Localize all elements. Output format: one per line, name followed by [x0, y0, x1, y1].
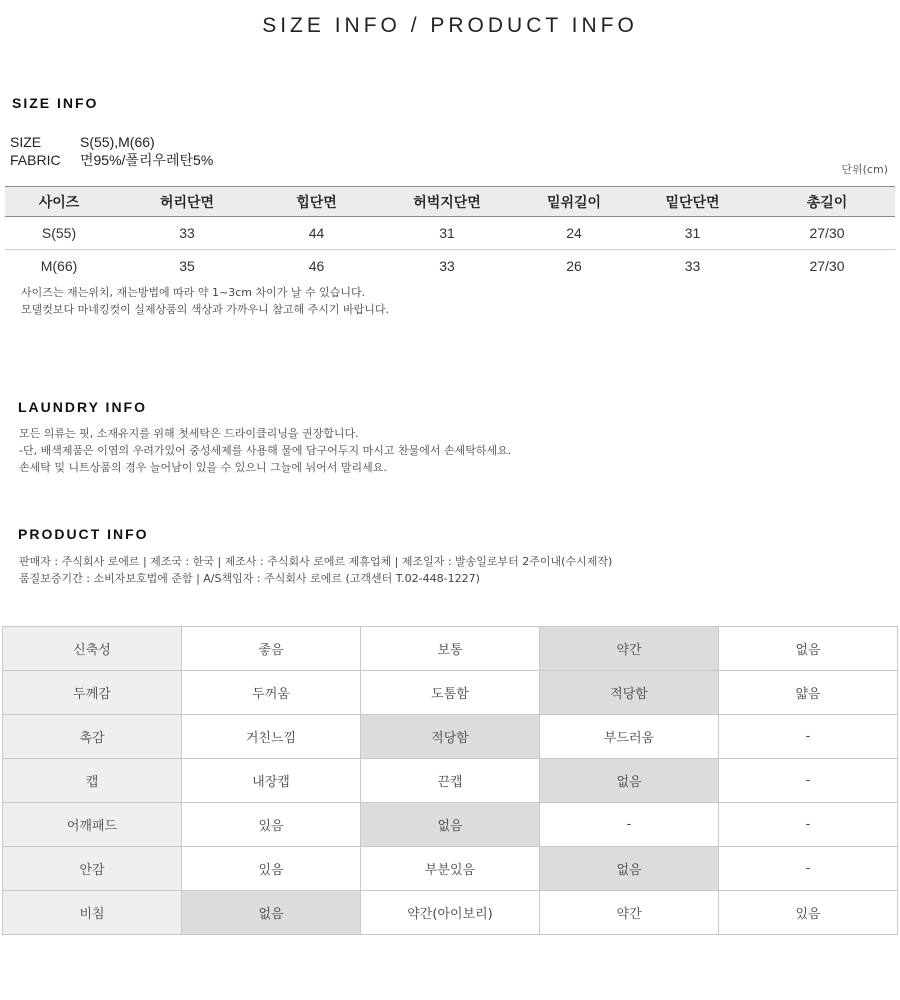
property-option: 두꺼움 [182, 671, 361, 715]
laundry-line: 손세탁 및 니트상품의 경우 늘어남이 있을 수 있으니 그늘에 뉘어서 말리세요. [19, 461, 387, 474]
size-cell: 35 [179, 258, 195, 274]
size-cell: 31 [372, 217, 522, 250]
property-option: 약간(아이보리) [361, 891, 540, 935]
table-row [5, 250, 895, 283]
property-option: 있음 [719, 891, 898, 935]
property-label: 촉감 [3, 715, 182, 759]
property-label: 신축성 [3, 627, 182, 671]
property-option: - [719, 759, 898, 803]
property-label: 캡 [3, 759, 182, 803]
property-label: 안감 [3, 847, 182, 891]
size-key: SIZE [10, 134, 42, 150]
size-table [5, 186, 895, 282]
property-option: 끈캡 [361, 759, 540, 803]
product-line: 판매자 : 주식회사 로에르 | 제조국 : 한국 | 제조사 : 주식회사 로에르 제휴업체 | 제조일자 : 발송일로부터 2주이내(수시제작) [19, 555, 613, 568]
property-option-selected: 적당함 [361, 715, 540, 759]
size-table-header-row [5, 187, 895, 217]
size-cell: 26 [566, 258, 582, 274]
property-option: - [719, 847, 898, 891]
property-label: 어깨패드 [3, 803, 182, 847]
table-row [3, 847, 898, 891]
size-table-header: 총길이 [759, 187, 895, 217]
size-cell: S(55) [5, 217, 113, 250]
table-row [3, 627, 898, 671]
size-cell: 27/30 [809, 258, 845, 274]
property-option: 부드러움 [540, 715, 719, 759]
property-option: 거친느낌 [182, 715, 361, 759]
size-cell: 33 [684, 258, 701, 274]
size-cell: 31 [626, 217, 759, 250]
table-row [3, 759, 898, 803]
size-notes [21, 284, 389, 318]
table-row [3, 803, 898, 847]
unit-note: 단위(cm) [841, 163, 888, 176]
property-option-selected: 없음 [361, 803, 540, 847]
laundry-line: 모든 의류는 핏, 소재유지를 위해 첫세탁은 드라이클리닝을 권장합니다. [19, 427, 359, 440]
size-cell: 33 [113, 217, 261, 250]
property-option-selected: 없음 [540, 847, 719, 891]
size-note-line: 사이즈는 재는위치, 재는방법에 따라 약 1~3cm 차이가 날 수 있습니다. [21, 286, 366, 299]
size-cell: 33 [439, 258, 455, 274]
property-option-selected: 없음 [540, 759, 719, 803]
property-option: 얇음 [719, 671, 898, 715]
property-option-selected: 약간 [540, 627, 719, 671]
size-table-header: 허벅지단면 [372, 187, 522, 217]
size-cell: M(66) [40, 258, 78, 274]
property-option: 없음 [719, 627, 898, 671]
size-value: S(55),M(66) [80, 134, 155, 150]
size-cell: 44 [261, 217, 372, 250]
property-label: 비침 [3, 891, 182, 935]
property-option: 보통 [361, 627, 540, 671]
property-table [2, 626, 898, 935]
size-table-header: 밑위길이 [522, 187, 626, 217]
size-note-line: 모델컷보다 마네킹컷이 실제상품의 색상과 가까우니 참고해 주시기 바랍니다. [21, 303, 390, 316]
size-cell: 46 [308, 258, 325, 274]
laundry-line: -단, 배색제품은 이염의 우려가있어 중성세제를 사용해 물에 담구어두지 마시고 찬물에서 손세탁하세요. [19, 444, 512, 457]
property-option: - [540, 803, 719, 847]
property-option: 약간 [540, 891, 719, 935]
laundry-notes [19, 425, 511, 476]
property-option: 부분있음 [361, 847, 540, 891]
table-row [3, 891, 898, 935]
product-line: 품질보증기간 : 소비자보호법에 준함 | A/S책임자 : 주식회사 로에르 (고객센터 T.02-448-1227) [19, 572, 480, 585]
property-option-selected: 적당함 [540, 671, 719, 715]
table-row [5, 217, 895, 250]
property-option: - [719, 715, 898, 759]
size-info-heading: SIZE INFO [12, 95, 99, 111]
property-option: 도톰함 [361, 671, 540, 715]
size-table-header: 사이즈 [5, 187, 113, 217]
size-table-header: 밑단단면 [626, 187, 759, 217]
size-cell: 24 [522, 217, 626, 250]
fabric-key: FABRIC [10, 152, 61, 168]
table-row [3, 715, 898, 759]
fabric-value: 면95%/폴리우레탄5% [80, 152, 214, 168]
size-cell: 27/30 [759, 217, 895, 250]
size-spec-row [10, 134, 155, 150]
property-option: 있음 [182, 847, 361, 891]
product-notes [19, 553, 612, 587]
product-info-heading: PRODUCT INFO [18, 526, 149, 542]
property-option: 좋음 [182, 627, 361, 671]
size-table-header: 허리단면 [113, 187, 261, 217]
size-table-header: 힙단면 [261, 187, 372, 217]
laundry-info-heading: LAUNDRY INFO [18, 399, 147, 415]
property-option: 내장캡 [182, 759, 361, 803]
property-option-selected: 없음 [182, 891, 361, 935]
property-label: 두께감 [3, 671, 182, 715]
table-row [3, 671, 898, 715]
page-title: SIZE INFO / PRODUCT INFO [262, 14, 638, 37]
property-option: 있음 [182, 803, 361, 847]
fabric-spec-row [10, 150, 213, 170]
property-option: - [719, 803, 898, 847]
